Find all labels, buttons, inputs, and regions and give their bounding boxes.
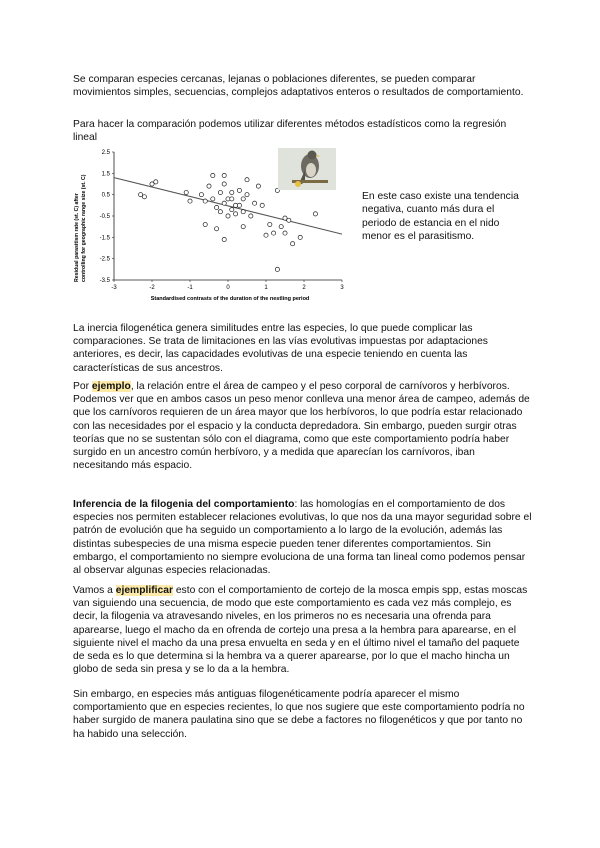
data-point — [275, 267, 279, 271]
data-point — [264, 233, 268, 237]
x-axis-label: Standardised contrasts of the duration of the nestling period — [150, 296, 310, 302]
highlight-ejemplo: ejemplo — [91, 381, 131, 392]
example-prefix: Por — [73, 381, 92, 392]
data-point — [207, 184, 211, 188]
intro-paragraph-regression: Para hacer la comparación podemos utilizar diferentes métodos estadísticos como la regresión lineal — [73, 119, 507, 144]
data-point — [218, 190, 222, 194]
empis-prefix: Vamos a — [73, 585, 116, 596]
x-tick-label: 2 — [302, 285, 306, 291]
empis-text: esto con el comportamiento de cortejo de la mosca empis spp, estas moscas van siguiendo una secuencia, de modo que este comportamiento es cada vez más complejo, es decir, la filogenia va atravesando niveles, en los primeros no es necesaria una ofrenda para aparearse, luego el macho da en ofrenda de cortejo una presa a la hembra para aparearse, en el siguiente nivel el macho da una presa envuelta en seda y en el último nivel el tamaño del paquete de seda es lo que determina si la hembra va a querer aparearse, por lo que el macho hincha un globo de seda sin presa y se lo da a la hembra. — [73, 585, 528, 676]
data-point — [154, 180, 158, 184]
data-point — [241, 197, 245, 201]
paragraph-inercia: La inercia filogenética genera similitudes entre las especies, lo que puede complicar las comparaciones. Se trata de limitaciones en las vías evolutivas impuestas por adaptaciones anteriores, es decir, las capacidades evolutivas de una especie teniendo en cuenta las características de sus ancestros. — [73, 323, 488, 374]
data-point — [199, 193, 203, 197]
data-point — [237, 188, 241, 192]
paragraph-conclusion: Sin embargo, en especies más antiguas filogenéticamente podría aparecer el mismo comportamiento que en especies recientes, lo que nos sugiere que este comportamiento podría no haber surgido de manera paulatina sino que se debe a factores no filogenéticos y que por tanto no ha habido una selección. — [73, 689, 525, 740]
data-point — [291, 242, 295, 246]
bird-photo — [278, 148, 336, 190]
data-point — [222, 173, 226, 177]
data-point — [230, 197, 234, 201]
x-tick-label: 0 — [226, 285, 230, 291]
data-point — [211, 197, 215, 201]
data-point — [313, 212, 317, 216]
data-point — [222, 237, 226, 241]
data-point — [222, 201, 226, 205]
highlight-ejemplificar: ejemplificar — [115, 585, 173, 596]
data-point — [203, 199, 207, 203]
paragraph-empis — [73, 584, 533, 676]
data-point — [241, 210, 245, 214]
data-point — [234, 212, 238, 216]
data-point — [279, 225, 283, 229]
y-tick-label: -2.5 — [99, 256, 110, 263]
data-point — [253, 201, 257, 205]
x-tick-label: 1 — [264, 285, 268, 291]
inferencia-text: : las homologías en el comportamiento de dos especies nos permiten establecer relaciones evolutivas, lo que nos da una mayor seguridad sobre el patrón de evolución que ha seguido un comportamiento a lo largo de la evolución, además las distintas subespecies de una misma especie pueden tener diferentes comportamientos. Sin embargo, el comportamiento no siempre evoluciona de una forma tan lineal como podemos pensar al observar algunas especies relacionadas. — [73, 499, 532, 577]
data-point — [230, 190, 234, 194]
data-point — [283, 231, 287, 235]
y-tick-label: 0.5 — [101, 192, 110, 199]
y-axis-label-2: controlling for geographic range size (st. C) — [81, 174, 87, 282]
data-point — [245, 178, 249, 182]
data-point — [188, 199, 192, 203]
y-axis-label-1: Residual parasitism rate (st. C) after — [74, 193, 80, 282]
paragraph-inferencia — [73, 498, 533, 577]
data-point — [241, 225, 245, 229]
x-tick-label: 3 — [340, 285, 344, 291]
data-point — [222, 182, 226, 186]
data-point — [215, 205, 219, 209]
data-point — [272, 231, 276, 235]
data-point — [245, 193, 249, 197]
x-tick-label: -1 — [187, 285, 193, 291]
y-tick-label: -0.5 — [99, 214, 110, 220]
data-point — [203, 222, 207, 226]
data-point — [249, 214, 253, 218]
data-point — [260, 203, 264, 207]
inferencia-heading: Inferencia de la filogenia del comportamiento — [73, 499, 295, 510]
y-tick-label: -3.5 — [99, 278, 110, 284]
data-point — [268, 222, 272, 226]
x-tick-label: -2 — [149, 285, 155, 291]
example-text: , la relación entre el área de campeo y el peso corporal de carnívoros y herbívoros. Podemos ver que en ambos casos un peso menor conlleva una menor área de campeo, además de que los carnívoros requieren de un área mayor que los herbívoros, lo que podría estar relacionado con las necesidades por el espacio y la conducta depredadora. Sin embargo, pueden surgir otras teorías que no se sustentan sólo con el diagrama, como que este comportamiento podría haber surgido en un ancestro común herbívoro, y a medida que aparecían los carnívoros, iban necesitando más espacio. — [73, 381, 530, 472]
y-tick-label: 1.5 — [101, 171, 110, 178]
intro-paragraph: Se comparan especies cercanas, lejanas o poblaciones diferentes, se pueden comparar movimientos simples, secuencias, complejos adaptativos enteros o resultados de comportamiento. — [73, 74, 524, 99]
data-point — [215, 227, 219, 231]
data-point — [287, 218, 291, 222]
data-point — [230, 208, 234, 212]
y-tick-label: 2.5 — [101, 150, 110, 156]
data-point — [218, 210, 222, 214]
paragraph-example — [73, 380, 533, 472]
data-point — [256, 184, 260, 188]
x-tick-label: -3 — [111, 285, 117, 291]
data-point — [298, 235, 302, 239]
chart-side-note: En este caso existe una tendencia negativa, cuanto más dura el periodo de estancia en el nido menor es el parasitismo. — [362, 191, 519, 243]
y-tick-label: -1.5 — [99, 235, 110, 242]
data-point — [237, 203, 241, 207]
data-point — [142, 195, 146, 199]
data-point — [226, 214, 230, 218]
data-point — [211, 173, 215, 177]
data-point — [184, 190, 188, 194]
